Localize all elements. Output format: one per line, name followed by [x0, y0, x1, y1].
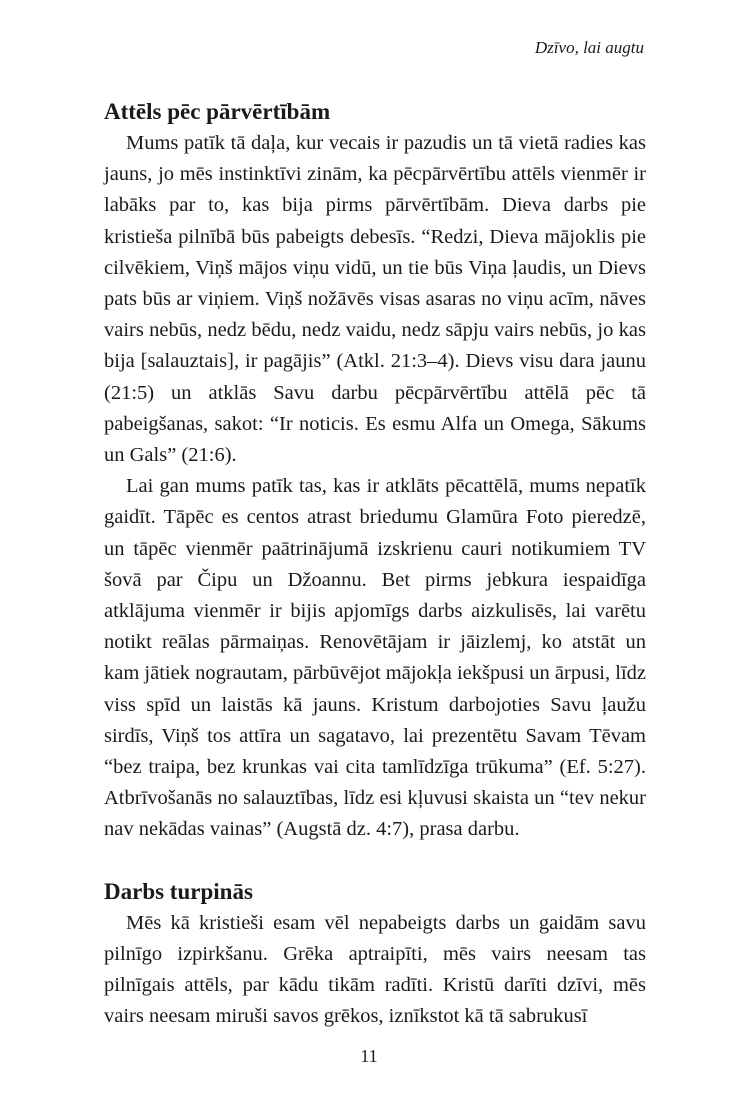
- section-heading: Attēls pēc pārvērtībām: [104, 99, 331, 124]
- paragraph: Mēs kā kristieši esam vēl nepabeigts darbs un gaidām savu pilnīgo izpirkšanu. Grēka aptraipīti, mēs vairs neesam tas pilnīgais attēls, par kādu tikām radīti. Kristū darīti dzīvi, mēs vairs neesam miruši savos grēkos, iznīkstot kā tā sabrukusī: [104, 911, 646, 1028]
- paragraph: Lai gan mums patīk tas, kas ir atklāts pēcattēlā, mums nepatīk gaidīt. Tāpēc es centos atrast briedumu Glamūra Foto pieredzē, un tāpēc vienmēr paātrinājumā izskrienu cauri notikumiem TV šovā par Čipu un Džoannu. Bet pirms jebkura iespaidīga atklājuma vienmēr ir bijis apjomīgs darbs aizkulisēs, lai varētu notikt reālas pārmaiņas. Renovētājam ir jāizlemj, ko atstāt un kam jātiek nograutam, pārbūvējot mājokļa iekšpusi un ārpusi, līdz viss spīd un laistās kā jauns. Kristum darbojoties Savu ļaužu sirdīs, Viņš tos attīra un sagatavo, lai prezentētu Savam Tēvam “bez traipa, bez krunkas vai cita tamlīdzīga trūkuma” (Ef. 5:27). Atbrīvošanās no salauztības, līdz esi kļuvusi skaista un “tev nekur nav nekādas vainas” (Augstā dz. 4:7), prasa darbu.: [104, 475, 646, 841]
- page-number: 11: [360, 1046, 378, 1066]
- paragraph: Mums patīk tā daļa, kur vecais ir pazudis un tā vietā radies kas jauns, jo mēs instinktīvi zinām, ka pēcpārvērtību attēls vienmēr ir labāks par to, kas bija pirms pārvērtībām. Dieva darbs pie kristieša pilnībā būs pabeigts debesīs. “Redzi, Dieva mājoklis pie cilvēkiem, Viņš mājos viņu vidū, un tie būs Viņa ļaudis, un Dievs pats būs ar viņiem. Viņš nožāvēs visas asaras no viņu acīm, nāves vairs nebūs, nedz bēdu, nedz vaidu, nedz sāpju vairs nebūs, jo kas bija [salauztais], ir pagājis” (Atkl. 21:3–4). Dievs visu dara jaunu (21:5) un atklās Savu darbu pēcpārvērtību attēlā pēc tā pabeigšanas, sakot: “Ir noticis. Es esmu Alfa un Omega, Sākums un Gals” (21:6).: [104, 132, 646, 467]
- section-heading: Darbs turpinās: [104, 878, 253, 904]
- running-head: Dzīvo, lai augtu: [534, 38, 644, 57]
- page-body: [104, 96, 646, 1032]
